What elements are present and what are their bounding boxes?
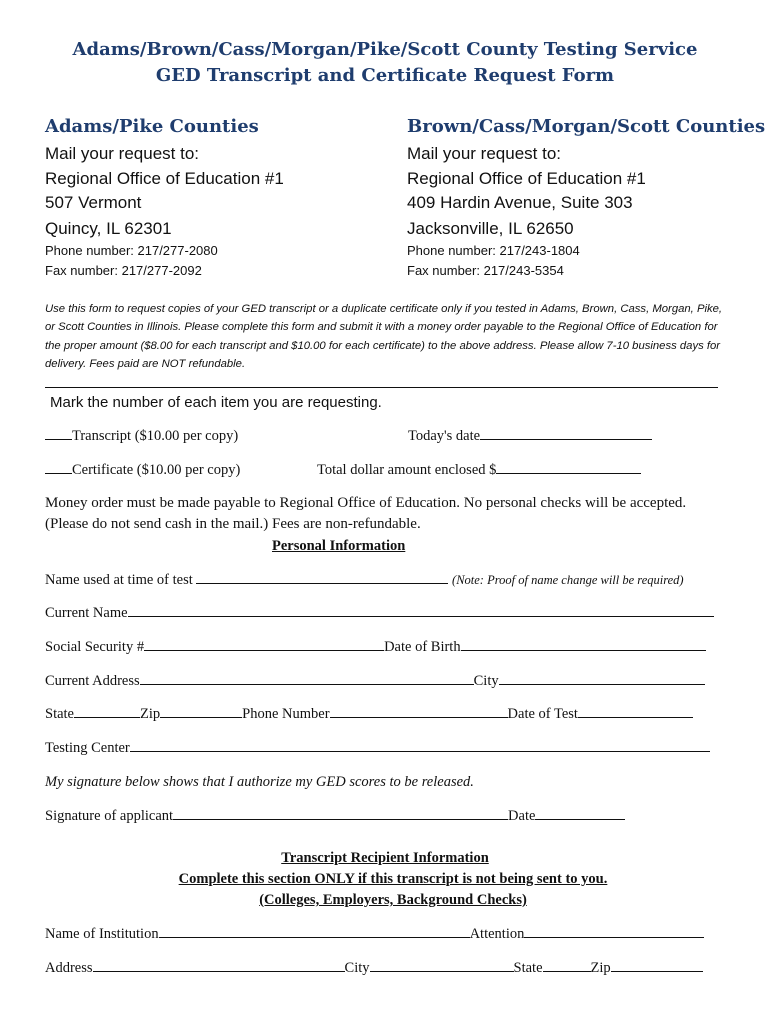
section-divider bbox=[45, 387, 718, 388]
recipient-heading: Transcript Recipient Information bbox=[281, 850, 489, 866]
money-order-note-2: (Please do not send cash in the mail.) Fees are non-refundable. bbox=[45, 516, 421, 532]
testing-center-label: Testing Center bbox=[45, 740, 130, 756]
zip-field[interactable] bbox=[160, 716, 242, 718]
authorization-statement: My signature below shows that I authorize my GED scores to be released. bbox=[45, 774, 474, 790]
signature-date-field[interactable] bbox=[535, 818, 625, 820]
signature-label: Signature of applicant bbox=[45, 808, 174, 824]
address-field[interactable] bbox=[140, 683, 474, 685]
left-phone: Phone number: 217/277-2080 bbox=[45, 243, 218, 258]
attention-label: Attention bbox=[469, 926, 525, 942]
state-label: State bbox=[45, 706, 74, 722]
date-of-test-field[interactable] bbox=[578, 716, 693, 718]
recipient-city-field[interactable] bbox=[370, 970, 514, 972]
name-change-note: (Note: Proof of name change will be required) bbox=[452, 573, 684, 587]
certificate-label: Certificate ($10.00 per copy) bbox=[72, 462, 241, 478]
recipient-zip-label: Zip bbox=[590, 960, 611, 976]
intro-paragraph: Use this form to request copies of your GED transcript or a duplicate certificate only if you tested in Adams, Brown, Cass, Morgan, Pike, or Scott Counties in Illinois. Please complete this form and submit it with a money order payable to the Regional Office of Education for the proper amount ($8.00 for each transcript and $10.00 for each certificate) to the above address. Please allow 7-10 business days for delivery. Fees paid are NOT refundable. bbox=[45, 303, 723, 370]
attention-field[interactable] bbox=[524, 936, 704, 938]
state-zip-phone-row bbox=[45, 706, 693, 723]
recipient-zip-field[interactable] bbox=[611, 970, 703, 972]
recipient-state-label: State bbox=[513, 960, 543, 976]
recipient-address-field[interactable] bbox=[93, 970, 345, 972]
todays-date-row bbox=[408, 428, 652, 445]
institution-row bbox=[45, 926, 704, 943]
current-name-label: Current Name bbox=[45, 605, 128, 621]
name-at-test-field[interactable] bbox=[196, 582, 448, 584]
total-field[interactable] bbox=[496, 472, 641, 474]
recipient-address-label: Address bbox=[45, 960, 93, 976]
request-instruction: Mark the number of each item you are requesting. bbox=[50, 394, 382, 411]
current-name-field[interactable] bbox=[128, 615, 714, 617]
signature-row bbox=[45, 808, 625, 825]
ssn-dob-row bbox=[45, 639, 706, 656]
recipient-address-row bbox=[45, 960, 703, 977]
institution-field[interactable] bbox=[159, 936, 470, 938]
form-title-line2: GED Transcript and Certificate Request Form bbox=[155, 65, 615, 86]
recipient-city-label: City bbox=[344, 960, 370, 976]
todays-date-field[interactable] bbox=[480, 438, 652, 440]
recipient-subheading-1: Complete this section ONLY if this transcript is not being sent to you. bbox=[178, 871, 608, 887]
left-street: 507 Vermont bbox=[45, 193, 142, 212]
signature-field[interactable] bbox=[173, 818, 508, 820]
left-mail-to: Mail your request to: bbox=[45, 144, 200, 163]
left-office-heading: Adams/Pike Counties bbox=[45, 116, 259, 137]
recipient-state-field[interactable] bbox=[543, 970, 591, 972]
name-at-test-row bbox=[45, 572, 684, 589]
right-fax: Fax number: 217/243-5354 bbox=[407, 263, 564, 278]
right-mail-to: Mail your request to: bbox=[407, 144, 562, 163]
dob-field[interactable] bbox=[461, 649, 706, 651]
city-field[interactable] bbox=[499, 683, 705, 685]
certificate-qty-field[interactable] bbox=[45, 472, 72, 474]
testing-center-row bbox=[45, 740, 710, 757]
right-city: Jacksonville, IL 62650 bbox=[407, 219, 574, 238]
current-name-row bbox=[45, 605, 714, 622]
right-street: 409 Hardin Avenue, Suite 303 bbox=[407, 193, 633, 212]
left-office-name: Regional Office of Education #1 bbox=[45, 169, 284, 188]
personal-info-heading: Personal Information bbox=[272, 538, 406, 554]
address-city-row bbox=[45, 673, 705, 690]
city-label: City bbox=[473, 673, 499, 689]
todays-date-label: Today's date bbox=[408, 428, 481, 444]
certificate-row bbox=[45, 462, 240, 479]
ssn-label: Social Security # bbox=[45, 639, 145, 655]
name-at-test-label: Name used at time of test bbox=[45, 572, 193, 588]
zip-label: Zip bbox=[140, 706, 161, 722]
total-row bbox=[317, 462, 641, 479]
signature-date-label: Date bbox=[508, 808, 536, 824]
testing-center-field[interactable] bbox=[130, 750, 710, 752]
right-office-name: Regional Office of Education #1 bbox=[407, 169, 646, 188]
transcript-label: Transcript ($10.00 per copy) bbox=[72, 428, 239, 444]
transcript-row bbox=[45, 428, 238, 445]
state-field[interactable] bbox=[74, 716, 140, 718]
phone-field[interactable] bbox=[330, 716, 508, 718]
institution-label: Name of Institution bbox=[45, 926, 159, 942]
money-order-note-1: Money order must be made payable to Regional Office of Education. No personal checks will be accepted. bbox=[45, 495, 687, 511]
dob-label: Date of Birth bbox=[384, 639, 461, 655]
recipient-subheading-2: (Colleges, Employers, Background Checks) bbox=[259, 892, 527, 908]
total-label: Total dollar amount enclosed $ bbox=[317, 462, 497, 478]
date-of-test-label: Date of Test bbox=[507, 706, 578, 722]
ssn-field[interactable] bbox=[144, 649, 384, 651]
transcript-qty-field[interactable] bbox=[45, 438, 72, 440]
left-city: Quincy, IL 62301 bbox=[45, 219, 172, 238]
right-office-heading: Brown/Cass/Morgan/Scott Counties bbox=[407, 116, 766, 137]
address-label: Current Address bbox=[45, 673, 140, 689]
right-phone: Phone number: 217/243-1804 bbox=[407, 243, 580, 258]
form-title-line1: Adams/Brown/Cass/Morgan/Pike/Scott County Testing Service bbox=[72, 39, 698, 60]
left-fax: Fax number: 217/277-2092 bbox=[45, 263, 202, 278]
phone-label: Phone Number bbox=[242, 706, 330, 722]
